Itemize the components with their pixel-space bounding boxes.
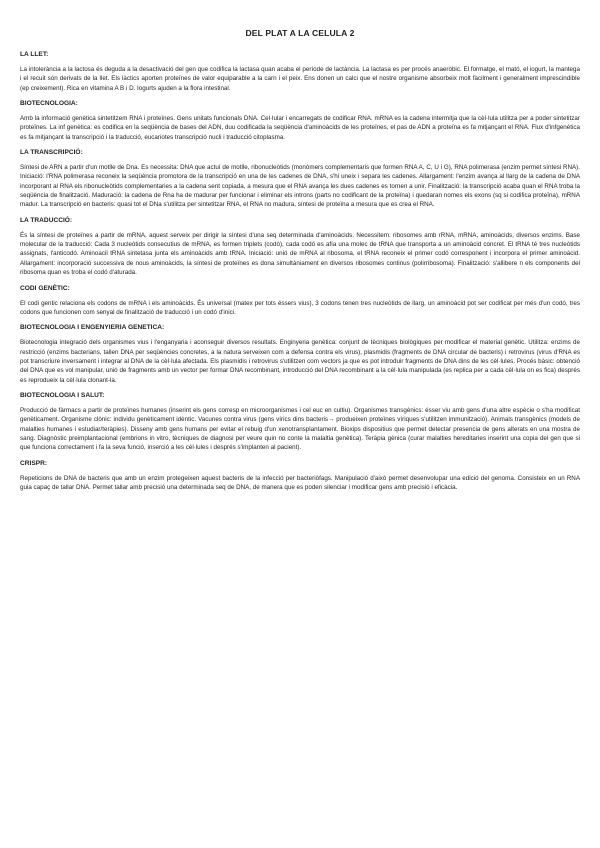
section-la-llet: [20, 51, 580, 93]
section-transcripcio: [20, 149, 580, 210]
section-traduccio: [20, 217, 580, 278]
section-body: Síntesi de ARN a partir d'un motlle de Dna. Es necessita: DNA que actuí de motlle, ribonucleòtids (monòmers complementaris que formen RNA A, C, U i G), RNA polimerasa (enzim permet síntesi RNA). Iniciació: l'RNA polimerasa reconeix la seqüència promotora de la transcripció en una de les cadenes de DNA, s'hi uneix i separa les cadenes. Allargament: l'enzim avança al llarg de la cadena de DNA incorporant al RNA els ribonucleòtids complementaries a la cadena sent copiada, a mesura que el RNA avança les dues cadenes es tornen a unir. Finalització: la transcripció acaba quan el RNA troba la seqüència de finalització. Maduració: la cadena de Rna ha de madurar per funcionar i eliminar els introns (parts no codificant de la proteïna) i quedaran nomes els exons (sq si codifica proteïna), mRNA madur. La transcripció en bacteris: quasi tot el DNa s'utilitza per sintetitzar RNA, el RNA no madura, síntesi de proteïna a mesura que es crea el RNA.: [20, 164, 580, 209]
section-body: La intolerància a la lactosa és deguda a la desactivació del gen que codifica la lactasa quan acaba el període de lactància. La lactasa es per procés anaeròbic. El formatge, el mató, el iogurt, la mantega i el recuit són derivats de la llet. Els làctics aporten proteïnes de valor equiparable a la carn i el peix. Ens donen un calci que el nostre organisme absorbeix molt fàcilment i generalment imprescindible (ep creixement). Rica en vitamina A B i D. Iogurts ajuden a la flora intestinal.: [20, 66, 580, 92]
document-title: DEL PLAT A LA CELULA 2: [245, 28, 355, 38]
section-heading: BIOTECNOLOGIA I SALUT:: [20, 391, 105, 399]
section-heading: BIOTECNOLOGIA I ENGENYIERIA GENETICA:: [20, 324, 165, 332]
section-heading: BIOTECNOLOGIA:: [20, 100, 78, 108]
section-heading: LA TRANSCRIPCIÓ:: [20, 149, 83, 157]
section-heading: CODI GENÈTIC:: [20, 284, 70, 292]
section-body: Repeticions de DNA de bacteris que amb un enzim protegeixen aquest bacteris de la infecció per bacteriòfags. Manipulació d'això permet desenvolupar una edició del genoma. Consisteix en un RNA guia capaç de tallar DNA. Permet tallar amb precisió una determinada seq de DNA, de manera que es poden silenciar i modificar gens amb precisió i eficàcia.: [20, 474, 580, 491]
section-heading: LA LLET:: [20, 51, 49, 58]
section-body: És la síntesi de proteïnes a partir de mRNA, aquest serveix per dirigir la síntesi d'una seq determinada d'aminoàcids. Necessitem: ribosomes amb rRNA, mRNA, aminoàcids, diversos enzims. Base molecular de la traducció: Cada 3 nucleòtids consecutius de mRNA, es formen triplets (codó), cada codó es afía una molec de tRNA que transporta a un aminoàcid concret. El tRNA té tres nucleòtids assignats, l'anticodó. Aminoacil tRNA sintetasa junta els aminoàcids amb tRNA. Iniciació: unió de mRNA al ribosoma, el tRNA reconeix el primer codó corresponent i incorpora el primer aminoàcid. Allargament: incorporació successiva de nous aminoàcids, la síntesi de proteïnes es dona simultàniament en diversos ribosomes continus (polirribosoma). Finalització: s'allibere n els components del ribosoma quan es troba el codó d'aturada.: [20, 231, 580, 277]
section-biotecnologia-salut: [20, 392, 580, 453]
section-heading: CRISPR:: [20, 459, 48, 467]
section-body: Biotecnologia integració dels organismes vius i l'enganyaria i aconseguir diversos resultats. Enginyeria genètica: conjunt de tècniques biològiques per modificar el material genètic. Utilitza: enzims de restricció (enzims bacterians, tallen DNA per seqüències concretes, a la natura serveixen com a defensa contra els virus), plasmidis (fragments de DNA circular de bacteris) i retrovirus (virus d'RNA es pot transcriure inversament i integrar al DNA de la cèl·lula afectada. Els plasmidis i retrovirus s'utilitzen com vectors ja que es pot introduir fragments de DNA dins de les cèl·lules. Procés bàsic: obtenció del DNA que es vol manipular, unió de fragments amb un vector per formar DNA recombinant, introducció del DNA recombinant a la cèl·lula manipulada (es replica per a cada cèl·lula on es fica) després es reprodueix la cèl·lula clonant-la.: [20, 339, 580, 384]
section-biotecnologia: [20, 100, 580, 142]
section-codi-genetic: [20, 285, 580, 318]
section-enginyeria-genetica: [20, 324, 580, 385]
section-body: El codi gentic relaciona els codons de mRNA i els aminoàcids. És universal (matex per tots éssers vius), 3 codons tenen tres nucleòtids de llarg, un aminoàcid pot ser codificat per més d'un codó, tres codons que funcionen com senyal de finalització de traducció i un codó d'inici.: [20, 299, 580, 316]
section-heading: LA TRADUCCIÓ:: [20, 216, 73, 224]
section-crispr: [20, 460, 580, 493]
section-body: Producció de fàrmacs a partir de proteïnes humanes (inserint els gens corresp en microorganismes i cel euc en cultiu). Organismes transgènics: ésser viu amb gens d'una altre espècie o s'ha modificat genèticament. Organisme clònic: individu genèticament idèntic. Vacunes contra virus (gens vírics dins bacteris→ produeixen proteïnes víriques s'utilitzen immunització). Animals transgènics (models de malalties humanes i estudiar/teràpies). Disseny amb gens humans per evitar el rebuig d'un xenotransplantament. Bioxips dispositius que permet detectar presencia de gens alterats en una mostra de sang. Diagnòstic preimplantacional (embrions in vitro, tècniques de diagnosi per veure quin no conte la malaltia genètica). Teràpia gènica (curar malalties hereditaries inserint una copia del gen que si que funciona correctament i fa la seva funció, inserció a les cèl·lules i després s'implanten al pacient).: [20, 406, 580, 452]
section-body: Amb la informació genètica sintetitzem RNA i proteïnes. Gens unitats funcionals DNA. Cel·lular i encarregats de codificar RNA. mRNA es la cadena intermitja que la cèl·lula utilitza per a poder sintetitzar proteïnes. La inf genètica: es codifica en la seqüència de bases del ADN, duu codificada la seqüència d'aminoàcids de les proteïnes, el pas de ADN a proteïna es fa mitjançant el RNA. Flux d'infgenètica es fa mitjançant la transcripció i la traducció, eucariotes transcripció nucli i traducció citoplasma.: [20, 115, 580, 141]
